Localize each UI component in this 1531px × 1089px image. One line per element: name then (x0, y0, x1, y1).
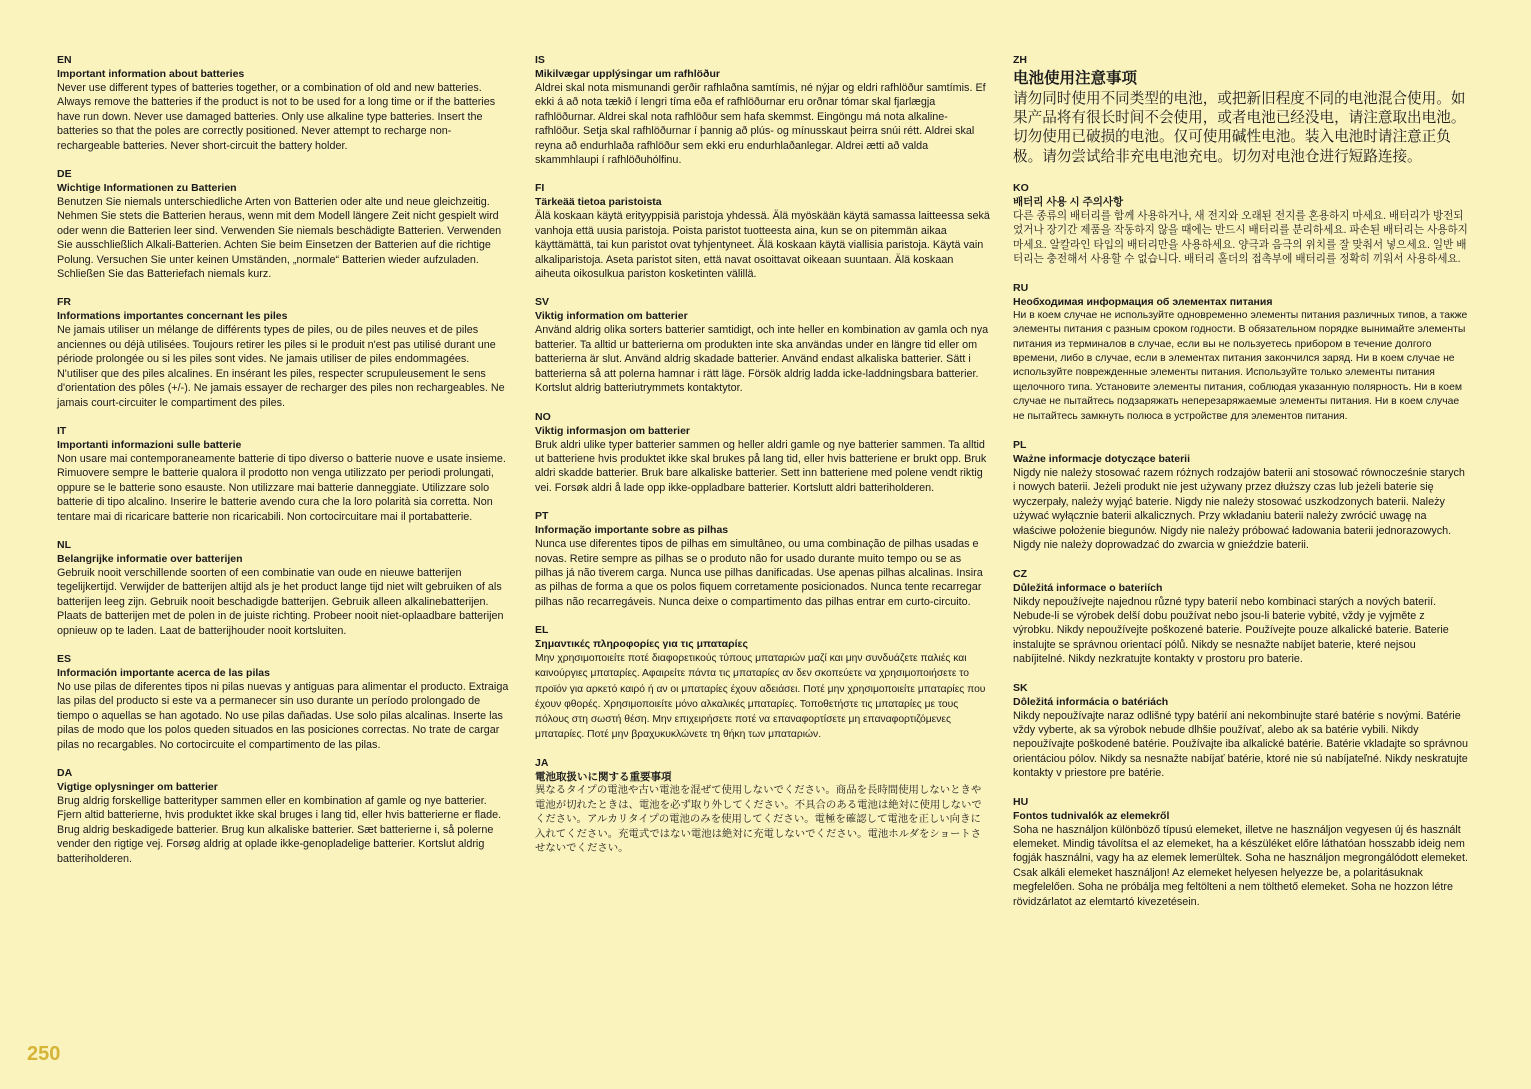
section-heading: Belangrijke informatie over batterijen (57, 552, 243, 565)
section-heading: Fontos tudnivalók az elemekről (1013, 809, 1170, 822)
section-pl (1013, 439, 1468, 552)
section-ru (1013, 282, 1468, 424)
column-2 (535, 54, 990, 872)
section-heading: 電池取扱いに関する重要事項 (535, 771, 672, 784)
section-no (535, 411, 990, 496)
section-sk (1013, 682, 1468, 781)
section-body: Ни в коем случае не используйте одновременно элементы питания различных типов, а также элементы питания с разным сроком годности. В обязательном порядке вынимайте элементы питания из терминалов в случае, если вы не пользуетесь прибором в течение долгого времени, либо в случае, если в элементах питания закончился заряд. Ни в коем случае не используйте поврежденные элементы питания. Используйте только элементы питания щелочного типа. Установите элементы питания, соблюдая указанную полярность. Ни в коем случае не пытайтесь подзаряжать неперезаряжаемые элементы питания. Ни в коем случае не пытайтесь замкнуть полюса в устройстве для элементов питания. (1013, 309, 1468, 422)
section-en (57, 54, 512, 153)
language-code: DE (57, 168, 72, 181)
section-heading: Ważne informacje dotyczące baterii (1013, 453, 1190, 466)
language-code: RU (1013, 281, 1029, 294)
section-ko (1013, 182, 1468, 267)
section-body: Nunca use diferentes tipos de pilhas em simultâneo, ou uma combinação de pilhas usadas e novas. Retire sempre as pilhas se o produto não for usado durante muito tempo ou se as pilhas já não tiverem carga. Nunca use pilhas danificadas. Use apenas pilhas alcalinas. Insira as pilhas de forma a que os polos fiquem corretamente posicionados. Nunca tente recarregar pilhas não recarregáveis. Nunca deixe o compartimento das pilhas entrar em curto-circuito. (535, 538, 983, 608)
section-body: Benutzen Sie niemals unterschiedliche Arten von Batterien oder alte und neue gleichzeitig. Nehmen Sie stets die Batterien heraus, wenn mit dem Modell längere Zeit nicht gespielt wird oder wenn die Batterien leer sind. Verwenden Sie niemals beschädigte Batterien. Verwenden Sie ausschließlich Alkali-Batterien. Achten Sie beim Einsetzen der Batterien auf die richtige Polung. Versuchen Sie unter keinen Umständen, „normale“ Batterien wieder aufzuladen. Schließen Sie das Batteriefach niemals kurz. (57, 196, 502, 281)
section-body: Nikdy nepoužívajte naraz odlišné typy batérií ani nekombinujte staré batérie s novými. Batérie vždy vyberte, ak sa výrobok nebude dlhšie používať, alebo ak sa batérie vybili. Nikdy nepoužívajte poškodené batérie. Používajte iba alkalické batérie. Batérie vkladajte so správnou orientáciou pólov. Nikdy sa nesnažte nabíjať batérie, ktoré nie sú nabíjateľné. Nikdy neskratujte kontakty v priestore pre batérie. (1013, 709, 1468, 780)
language-code: FR (57, 296, 71, 309)
section-heading: Mikilvægar upplýsingar um rafhlöður (535, 68, 720, 80)
section-body: Never use different types of batteries together, or a combination of old and new batteries. Always remove the batteries if the product is not to be used for a long time or if the batteries have run down. Never use damaged batteries. Only use alkaline type batteries. Insert the batteries so that the poles are correctly positioned. Never attempt to recharge non-rechargeable batteries. Never short-circuit the battery holder. (57, 82, 496, 152)
section-body: Soha ne használjon különböző típusú elemeket, illetve ne használjon vegyesen új és használt elemeket. Mindig távolítsa el az elemeket, ha a készüléket előre láthatóan hosszabb ideig nem fogják használni, vagy ha az elemek lemerültek. Soha ne használjon megrongálódott elemeket. Csak alkáli elemeket használjon! Az elemeket helyesen helyezze be, a polaritásuknak megfelelően. Soha ne próbálja meg feltölteni a nem tölthető elemeket. Soha ne hozzon létre rövidzárlatot az elemtartó kivezetésein. (1013, 823, 1468, 908)
section-body: Bruk aldri ulike typer batterier sammen og heller aldri gamle og nye batterier sammen. Ta alltid ut batteriene hvis produktet ikke skal brukes på lang tid, eller hvis batteriene er brukt opp. Bruk aldri skadde batterier. Bruk bare alkaliske batterier. Sett inn batteriene med polene vendt riktig vei. Forsøk aldri å lade opp ikke-oppladbare batterier. Kortslutt aldri batteriholderen. (535, 438, 987, 494)
section-heading: Importanti informazioni sulle batterie (57, 438, 242, 451)
language-code: CZ (1013, 567, 1027, 580)
section-el (535, 624, 990, 742)
section-body: Non usare mai contemporaneamente batterie di tipo diverso o batterie nuove e usate insieme. Rimuovere sempre le batterie qualora il prodotto non venga utilizzato per periodi prolungati, oppure se le batterie sono esauste. Non utilizzare mai batterie danneggiate. Utilizzare solo batterie di tipo alcalino. Inserire le batterie avendo cura che la loro polarità sia corretta. Non tentare mai di ricaricare batterie non ricaricabili. Non cortocircuitare mai il portabatterie. (57, 452, 506, 523)
section-heading: Viktig information om batterier (535, 310, 688, 323)
section-heading: 电池使用注意事项 (1013, 70, 1138, 87)
language-code: IT (57, 424, 67, 437)
section-body: 请勿同时使用不同类型的电池，或把新旧程度不同的电池混合使用。如果产品将有很长时间不会使用，或者电池已经没电，请注意取出电池。切勿使用已破损的电池。仅可使用碱性电池。装入电池时请注意正负极。请勿尝试给非充电电池充电。切勿对电池仓进行短路连接。 (1013, 91, 1466, 165)
language-code: EL (535, 624, 549, 637)
section-nl (57, 539, 512, 638)
section-body: Gebruik nooit verschillende soorten of een combinatie van oude en nieuwe batterijen tegelijkertijd. Verwijder de batterijen altijd als je het product lange tijd niet wilt gebruiken of als batterijen leeg zijn. Gebruik nooit beschadigde batterijen. Gebruik alleen alkalinebatterijen. Plaats de batterijen met de polen in de juiste richting. Probeer nooit niet-oplaadbare batterijen opnieuw op te laden. Laat de batterijhouder nooit kortsluiten. (57, 566, 504, 637)
language-code: KO (1013, 181, 1029, 194)
section-ja (535, 757, 990, 857)
section-cz (1013, 568, 1468, 667)
language-code: ES (57, 652, 72, 665)
section-body: 다른 종류의 배터리를 함께 사용하거나, 새 전지와 오래된 전지를 혼용하지 마세요. 배터리가 방전되었거나 장기간 제품을 작동하지 않을 때에는 반드시 배터리를 분리하세요. 파손된 배터리는 사용하지 마세요. 알칼라인 타입의 배터리만을 사용하세요. 양극과 음극의 위치를 잘 맞춰서 넣으세요. 일반 배터리는 충전해서 사용할 수 없습니다. 배터리 홀더의 접촉부에 배터리를 정확히 끼워서 사용하세요. (1013, 209, 1468, 266)
language-code: SV (535, 296, 550, 309)
section-heading: Informations importantes concernant les piles (57, 310, 288, 323)
language-code: SK (1013, 681, 1028, 694)
language-code: HU (1013, 795, 1029, 808)
section-pt (535, 510, 990, 609)
column-3 (1013, 54, 1468, 924)
section-heading: Необходимая информация об элементах питания (1013, 295, 1273, 308)
language-code: PL (1013, 439, 1027, 452)
section-heading: Vigtige oplysninger om batterier (57, 781, 218, 793)
section-heading: Viktig informasjon om batterier (535, 424, 691, 437)
section-de (57, 168, 512, 281)
section-body: Nikdy nepoužívejte najednou různé typy baterií nebo kombinaci starých a nových baterií. Nebude-li se výrobek delší dobu používat nebo jsou-li baterie vybité, vždy je vyjměte z výrobku. Nikdy nepoužívejte poškozené baterie. Používejte pouze alkalické baterie. Baterie instalujte se správnou orientací pólů. Nikdy se nesnažte nabíjet baterie, které nejsou nabíjitelné. Nikdy nezkratujte kontakty v prostoru pro baterie. (1013, 595, 1449, 666)
section-fi (535, 182, 990, 281)
language-code: FI (535, 182, 545, 195)
section-heading: Wichtige Informationen zu Batterien (57, 182, 237, 195)
language-code: PT (535, 510, 549, 523)
section-heading: Tärkeää tietoa paristoista (535, 196, 662, 209)
section-hu (1013, 796, 1468, 909)
section-da (57, 767, 512, 866)
section-heading: Dôležitá informácia o batériách (1013, 695, 1169, 708)
language-code: ZH (1013, 54, 1027, 66)
section-body: Μην χρησιμοποιείτε ποτέ διαφορετικούς τύπους μπαταριών μαζί και μην συνδυάζετε παλιές και καινούργιες μπαταρίες. Αφαιρείτε πάντα τις μπαταρίες αν δεν σκοπεύετε να χρησιμοποιήσετε το προϊόν για αρκετό καιρό ή αν οι μπαταρίες έχουν αδειάσει. Ποτέ μην χρησιμοποιείτε μπαταρίες που έχουν φθορές. Χρησιμοποιείτε μόνο αλκαλικές μπαταρίες. Τοποθετήστε τις μπαταρίες με τους πόλους στη σωστή θέση. Μην επιχειρήσετε ποτέ να επαναφορτίσετε μη επαναφορτιζόμενες μπαταρίες. Ποτέ μην βραχυκυκλώνετε τη θήκη των μπαταριών. (535, 653, 986, 741)
section-body: Brug aldrig forskellige batterityper sammen eller en kombination af gamle og nye batterier. Fjern altid batterierne, hvis produktet ikke skal bruges i lang tid, eller hvis batterierne er flade. Brug aldrig beskadigede batterier. Brug kun alkaliske batterier. Sæt batterierne i, så polerne vender den rigtige vej. Forsøg aldrig at oplade ikke-genopladelige batterier. Kortslut aldrig batteriholderen. (57, 795, 502, 865)
section-body: No use pilas de diferentes tipos ni pilas nuevas y antiguas para alimentar el producto. Extraiga las pilas del producto si este va a permanecer sin uso durante un período prolongado de tiempo o aquellas se han agotado. No use pilas dañadas. Use solo pilas alcalinas. Inserte las pilas de modo que los polos queden situados en las posiciones correctas. No trate de cargar pilas no recargables. No cortocircuite el compartimento de las pilas. (57, 680, 509, 751)
section-heading: Σημαντικές πληροφορίες για τις μπαταρίες (535, 638, 748, 651)
section-heading: Informação importante sobre as pilhas (535, 524, 729, 537)
section-sv (535, 296, 990, 395)
language-code: EN (57, 54, 72, 66)
section-body: Nigdy nie należy stosować razem różnych rodzajów baterii ani stosować równocześnie starych i nowych baterii. Jeżeli produkt nie jest używany przez dłuższy czas lub jeżeli baterie się wyczerpały, należy wyjąć baterie. Nigdy nie należy stosować uszkodzonych baterii. Należy używać wyłącznie baterii alkalicznych. Przy wkładaniu baterii należy zwrócić uwagę na właściwe położenie biegunów. Nigdy nie należy próbować ładowania baterii jednorazowych. Nigdy nie należy doprowadzać do zwarcia w gnieździe baterii. (1013, 467, 1465, 552)
language-code: NO (535, 410, 551, 423)
section-body: Använd aldrig olika sorters batterier samtidigt, och inte heller en kombination av gamla och nya batterier. Ta alltid ur batterierna om produkten inte ska användas under en längre tid eller om batterierna är slut. Använd aldrig skadade batterier. Använd endast alkaliska batterier. Sätt i batterierna så att polerna hamnar i rätt läge. Försök aldrig ladda icke-laddningsbara batterier. Kortslut aldrig batteriutrymmets kontaktytor. (535, 324, 989, 395)
section-is (535, 54, 990, 167)
section-heading: Información importante acerca de las pilas (57, 666, 270, 679)
language-code: NL (57, 538, 71, 551)
section-body: Aldrei skal nota mismunandi gerðir rafhlaðna samtímis, né nýjar og eldri rafhlöður samtímis. Ef ekki á að nota tækið í lengri tíma eða ef rafhlöðurnar eru orðnar tómar skal fjarlægja rafhlöðurnar. Aldrei skal nota rafhlöður sem hafa skemmst. Eingöngu má nota alkaline-rafhlöður. Setja skal rafhlöðurnar í þannig að plús- og mínusskaut þeirra snúi rétt. Aldrei skal reyna að endurhlaða rafhlöður sem ekki eru endurhlaðanlegar. Aldrei ætti að valda skammhlaupi í rafhlöðuhólfinu. (535, 82, 986, 167)
section-heading: 배터리 사용 시 주의사항 (1013, 195, 1124, 208)
page-number: 250 (27, 1043, 61, 1065)
section-it (57, 425, 512, 524)
section-fr (57, 296, 512, 409)
language-code: JA (535, 757, 549, 770)
section-body: Ne jamais utiliser un mélange de différents types de piles, ou de piles neuves et de piles anciennes ou déjà utilisées. Toujours retirer les piles si le produit n'est pas utilisé durant une période prolongée ou si les piles sont vides. Ne jamais utiliser de piles endommagées. N'utiliser que des piles alcalines. En insérant les piles, respecter scrupuleusement le sens d'orientation des pôles (+/-). Ne jamais essayer de recharger des piles non rechargeables. Ne jamais court-circuiter le compartiment des piles. (57, 324, 505, 409)
section-zh (1013, 54, 1468, 167)
section-body: 異なるタイプの電池や古い電池を混ぜて使用しないでください。商品を長時間使用しないときや電池が切れたときは、電池を必ず取り外してください。不具合のある電池は絶対に使用しないでください。アルカリタイプの電池のみを使用してください。電極を確認して電池を正しい向きに入れてください。充電式ではない電池は絶対に充電しないでください。電池ホルダをショートさせないでください。 (535, 785, 982, 855)
section-heading: Important information about batteries (57, 68, 245, 80)
column-1 (57, 54, 512, 881)
language-code: DA (57, 767, 73, 779)
section-heading: Důležitá informace o bateriích (1013, 581, 1163, 594)
section-es (57, 653, 512, 752)
section-body: Älä koskaan käytä erityyppisiä paristoja yhdessä. Älä myöskään käytä samassa laitteessa sekä vanhoja että uusia paristoja. Poista paristot tuotteesta aina, kun se on pitemmän aikaa käyttämättä, tai kun paristot ovat tyhjentyneet. Älä koskaan käytä viallisia paristoja. Käytä vain alkaliparistoja. Aseta paristot siten, että navat osoittavat oikeaan suuntaan. Älä koskaan aiheuta oikosulkua pariston kosketinten välillä. (535, 210, 990, 281)
language-code: IS (535, 54, 545, 66)
